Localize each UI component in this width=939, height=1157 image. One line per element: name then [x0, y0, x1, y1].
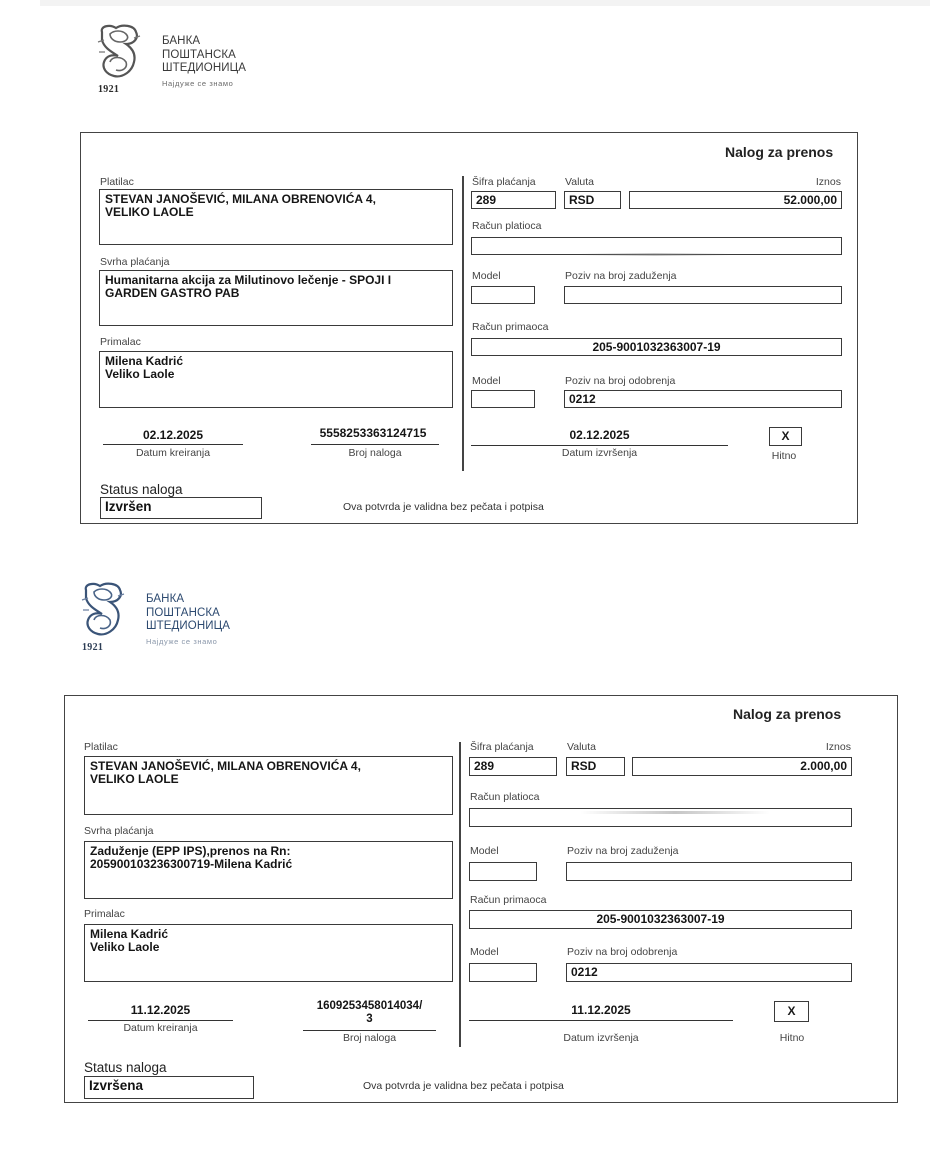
payment-code-field: 289	[469, 757, 557, 776]
purpose-line1: Zaduženje (EPP IPS),prenos na Rn:	[90, 844, 291, 858]
execution-date-value: 11.12.2025	[571, 1003, 631, 1017]
purpose-line2: GARDEN GASTRO PAB	[105, 286, 240, 300]
purpose-label: Svrha plaćanja	[100, 256, 170, 268]
payment-code-label: Šifra plaćanja	[472, 176, 536, 188]
debit-model-field	[471, 286, 535, 304]
credit-model-label: Model	[472, 375, 501, 387]
order-number-line	[311, 444, 439, 445]
recipient-field	[99, 351, 453, 408]
creation-date-value: 02.12.2025	[142, 428, 204, 442]
creation-date-line	[103, 444, 243, 445]
credit-reference-field: 0212	[564, 390, 842, 408]
bank-logo	[96, 22, 296, 98]
amount-label: Iznos	[815, 176, 841, 188]
purpose-field	[99, 270, 453, 326]
credit-reference-field: 0212	[566, 963, 852, 982]
column-divider	[459, 742, 461, 1047]
bank-name-line2: ПОШТАНСКА	[162, 48, 236, 61]
currency-field: RSD	[564, 191, 621, 209]
payer-label: Platilac	[100, 176, 134, 188]
payer-account-label: Račun platioca	[470, 791, 540, 803]
credit-model-field	[469, 963, 537, 982]
debit-model-label: Model	[470, 845, 499, 857]
recipient-account-label: Račun primaoca	[472, 321, 549, 333]
order-number-label: Broj naloga	[342, 1032, 397, 1044]
purpose-line1: Humanitarna akcija za Milutinovo lečenje - SPOJI I	[105, 273, 392, 287]
redacted-account-mark	[580, 811, 770, 814]
order-number-line2: 3	[366, 1013, 373, 1025]
bank-name	[146, 593, 230, 634]
logo-year: 1921	[98, 84, 120, 95]
urgent-label: Hitno	[771, 450, 797, 462]
bank-emblem-icon	[96, 22, 142, 82]
payer-label: Platilac	[84, 741, 118, 753]
column-divider	[462, 176, 464, 471]
order-status-value: Izvršena	[84, 1076, 254, 1099]
form-title: Nalog za prenos	[733, 706, 842, 722]
recipient-account-label: Račun primaoca	[470, 894, 547, 906]
order-status-label: Status naloga	[100, 482, 183, 497]
validity-note: Ova potvrda je validna bez pečata i potpisa	[363, 1080, 564, 1092]
payment-code-label: Šifra plaćanja	[470, 741, 534, 753]
debit-reference-field	[564, 286, 842, 304]
amount-label: Iznos	[825, 741, 851, 753]
bank-emblem-icon	[80, 580, 126, 640]
recipient-line1: Milena Kadrić	[105, 354, 184, 368]
order-number-value: 5558253363124715	[319, 426, 427, 440]
payment-code-field: 289	[471, 191, 556, 209]
bank-name	[162, 35, 246, 76]
creation-date-label: Datum kreiranja	[123, 1022, 198, 1034]
purpose-field	[84, 841, 453, 899]
execution-date-label: Datum izvršenja	[563, 1032, 639, 1044]
urgent-label: Hitno	[779, 1032, 805, 1044]
redacted-account-mark	[580, 253, 730, 256]
recipient-label: Primalac	[100, 336, 141, 348]
recipient-line2: Veliko Laole	[105, 367, 175, 381]
currency-label: Valuta	[565, 176, 594, 188]
debit-model-label: Model	[472, 270, 501, 282]
recipient-field	[84, 924, 453, 982]
execution-date-value: 02.12.2025	[569, 428, 630, 442]
debit-reference-label: Poziv na broj zaduženja	[565, 270, 677, 282]
payer-line1: STEVAN JANOŠEVIĆ, MILANA OBRENOVIĆA 4,	[90, 759, 361, 773]
debit-reference-field	[566, 862, 852, 881]
bank-name-line1: БАНКА	[146, 593, 185, 605]
creation-date-label: Datum kreiranja	[135, 447, 211, 459]
urgent-checkbox: X	[769, 427, 802, 446]
logo-year: 1921	[82, 642, 104, 653]
credit-model-field	[471, 390, 535, 408]
bank-name-line3: ШТЕДИОНИЦА	[146, 620, 230, 632]
purpose-label: Svrha plaćanja	[84, 825, 154, 837]
order-number-value	[303, 1000, 436, 1026]
top-edge-strip	[40, 0, 930, 6]
urgent-checkbox: X	[774, 1001, 809, 1022]
credit-model-label: Model	[470, 946, 499, 958]
debit-reference-label: Poziv na broj zaduženja	[567, 845, 679, 857]
recipient-line2: Veliko Laole	[90, 940, 160, 954]
recipient-label: Primalac	[84, 908, 125, 920]
recipient-line1: Milena Kadrić	[90, 927, 169, 941]
currency-field: RSD	[566, 757, 625, 776]
order-number-label: Broj naloga	[348, 447, 402, 459]
bank-name-line3: ШТЕДИОНИЦА	[162, 62, 246, 74]
payer-line2: VELIKO LAOLE	[105, 205, 194, 219]
payer-account-label: Račun platioca	[472, 220, 542, 232]
bank-slogan: Најдуже се знамо	[162, 79, 234, 88]
currency-label: Valuta	[567, 741, 596, 753]
credit-reference-label: Poziv na broj odobrenja	[567, 946, 678, 958]
bank-name-line2: ПОШТАНСКА	[146, 606, 220, 619]
bank-name-line1: БАНКА	[162, 35, 201, 47]
bank-logo	[80, 580, 280, 656]
validity-note: Ova potvrda je validna bez pečata i potpisa	[343, 501, 544, 513]
bank-slogan: Најдуже се знамо	[146, 637, 218, 646]
execution-date-line	[469, 1020, 733, 1021]
payer-field	[99, 189, 453, 245]
recipient-account-field: 205-9001032363007-19	[471, 338, 842, 356]
recipient-account-field: 205-9001032363007-19	[469, 910, 852, 929]
amount-field: 2.000,00	[632, 757, 852, 776]
purpose-line2: 205900103236300719-Milena Kadrić	[90, 857, 293, 871]
order-status-value: Izvršen	[100, 497, 262, 519]
order-number-line1: 1609253458014034/	[316, 1000, 423, 1012]
amount-field: 52.000,00	[629, 191, 842, 209]
order-status-label: Status naloga	[84, 1060, 167, 1075]
payer-line1: STEVAN JANOŠEVIĆ, MILANA OBRENOVIĆA 4,	[105, 192, 376, 206]
creation-date-value: 11.12.2025	[130, 1003, 191, 1017]
form-title: Nalog za prenos	[725, 144, 834, 160]
execution-date-label: Datum izvršenja	[561, 447, 638, 459]
payer-line2: VELIKO LAOLE	[90, 772, 179, 786]
debit-model-field	[469, 862, 537, 881]
credit-reference-label: Poziv na broj odobrenja	[565, 375, 676, 387]
payer-field	[84, 756, 453, 815]
